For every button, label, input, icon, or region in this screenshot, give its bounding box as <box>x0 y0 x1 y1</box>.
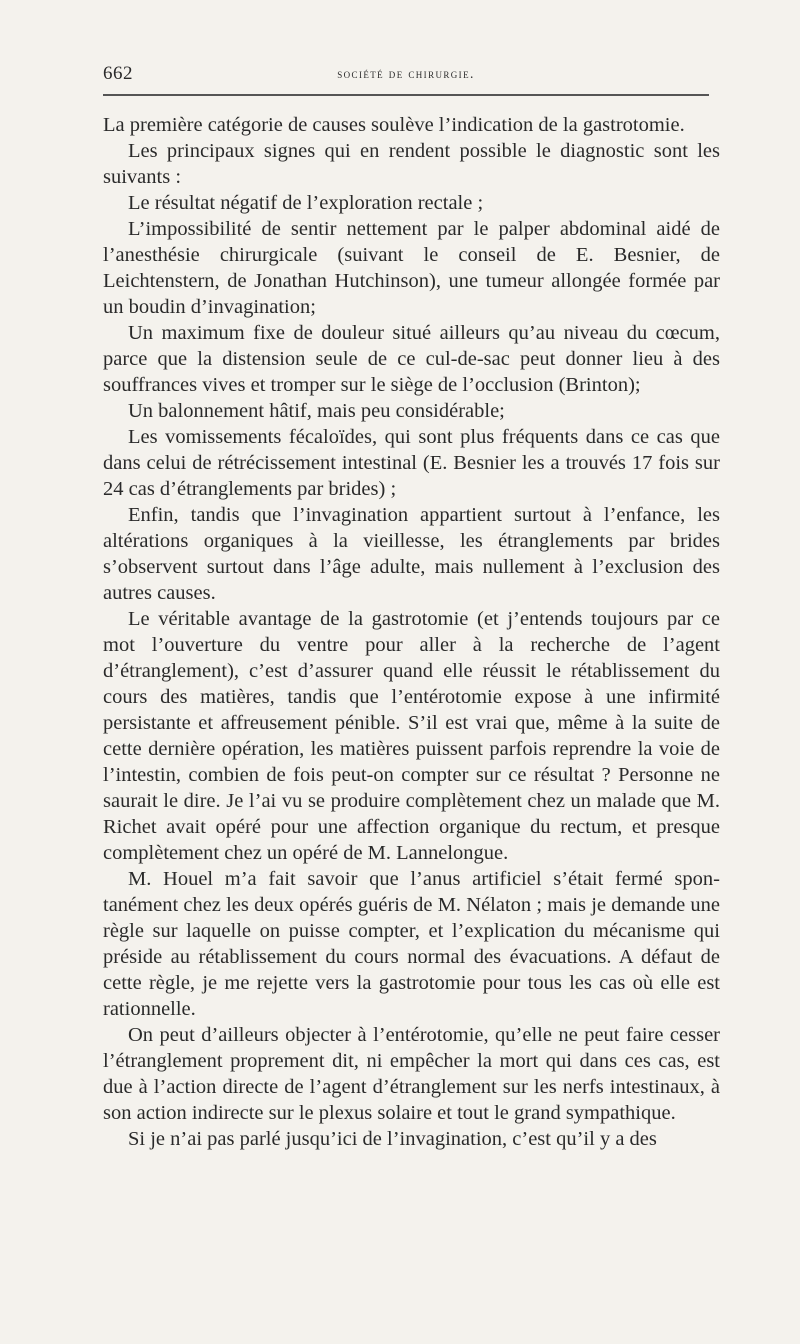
paragraph: La première catégorie de causes soulève l’indication de la gastrotomie. <box>103 114 685 136</box>
paragraph: Les principaux signes qui en rendent possible le diagnostic sont les suivants : <box>103 140 720 188</box>
paragraph: Un balonnement hâtif, mais peu considérable; <box>128 400 505 422</box>
paragraph: Le résultat négatif de l’exploration rectale ; <box>128 192 484 214</box>
paragraph: Les vomissements fécaloïdes, qui sont plus fréquents dans ce cas que dans celui de rétrécissement intestinal (E. Besnier les a trouvés 17 fois sur 24 cas d’étranglements par brides) ; <box>103 426 720 500</box>
page-number: 662 <box>103 63 133 84</box>
paragraph: Enfin, tandis que l’invagination appartient surtout à l’enfance, les altérations organiques à la vieillesse, les étranglements par brides s’observent surtout dans l’âge adulte, mais nullement à l’exclusion des autres causes. <box>103 504 720 604</box>
paragraph: On peut d’ailleurs objecter à l’entérotomie, qu’elle ne peut faire cesser l’étranglement proprement dit, ni empêcher la mort qui dans ces cas, est due à l’action directe de l’agent d’étranglement sur les nerfs intestinaux, à son action indirecte sur le plexus solaire et tout le grand sympathique. <box>103 1024 720 1124</box>
body-text <box>103 112 720 1152</box>
running-head: société de chirurgie. <box>337 66 475 81</box>
paragraph: Le véritable avantage de la gastrotomie (et j’entends toujours par ce mot l’ouverture du ventre pour aller à la recherche de l’agent d’étranglement), c’est d’assurer quand elle réussit le rétablissement du cours des matières, tandis que l’entérotomie expose à une infirmité persistante et affreusement pénible. S’il est vrai que, même à la suite de cette dernière opération, les matières puissent parfois reprendre la voie de l’intestin, combien de fois peut-on compter sur ce résultat ? Personne ne saurait le dire. Je l’ai vu se produire complètement chez un malade que M. Richet avait opéré pour une affection organique du rectum, et presque complètement chez un opéré de M. Lannelongue. <box>103 608 720 864</box>
paragraph: Si je n’ai pas parlé jusqu’ici de l’invagination, c’est qu’il y a des <box>128 1128 657 1150</box>
paragraph: L’impossibilité de sentir nettement par le palper abdominal aidé de l’anesthésie chirurgicale (suivant le conseil de E. Besnier, de Leichtenstern, de Jonathan Hutchinson), une tumeur allongée formée par un boudin d’invagination; <box>103 218 720 318</box>
page-header <box>103 62 709 86</box>
header-rule <box>103 94 709 96</box>
paragraph: M. Houel m’a fait savoir que l’anus artificiel s’était fermé spontanément chez les deux opérés guéris de M. Nélaton ; mais je demande une règle sur laquelle on puisse compter, et l’explication du mécanisme qui préside au rétablissement du cours normal des évacuations. A défaut de cette règle, je me rejette vers la gastrotomie pour tous les cas où elle est rationnelle. <box>103 868 720 1020</box>
paragraph: Un maximum fixe de douleur situé ailleurs qu’au niveau du cœcum, parce que la distension seule de ce cul-de-sac peut donner lieu à des souffrances vives et tromper sur le siège de l’occlusion (Brinton); <box>103 322 720 396</box>
